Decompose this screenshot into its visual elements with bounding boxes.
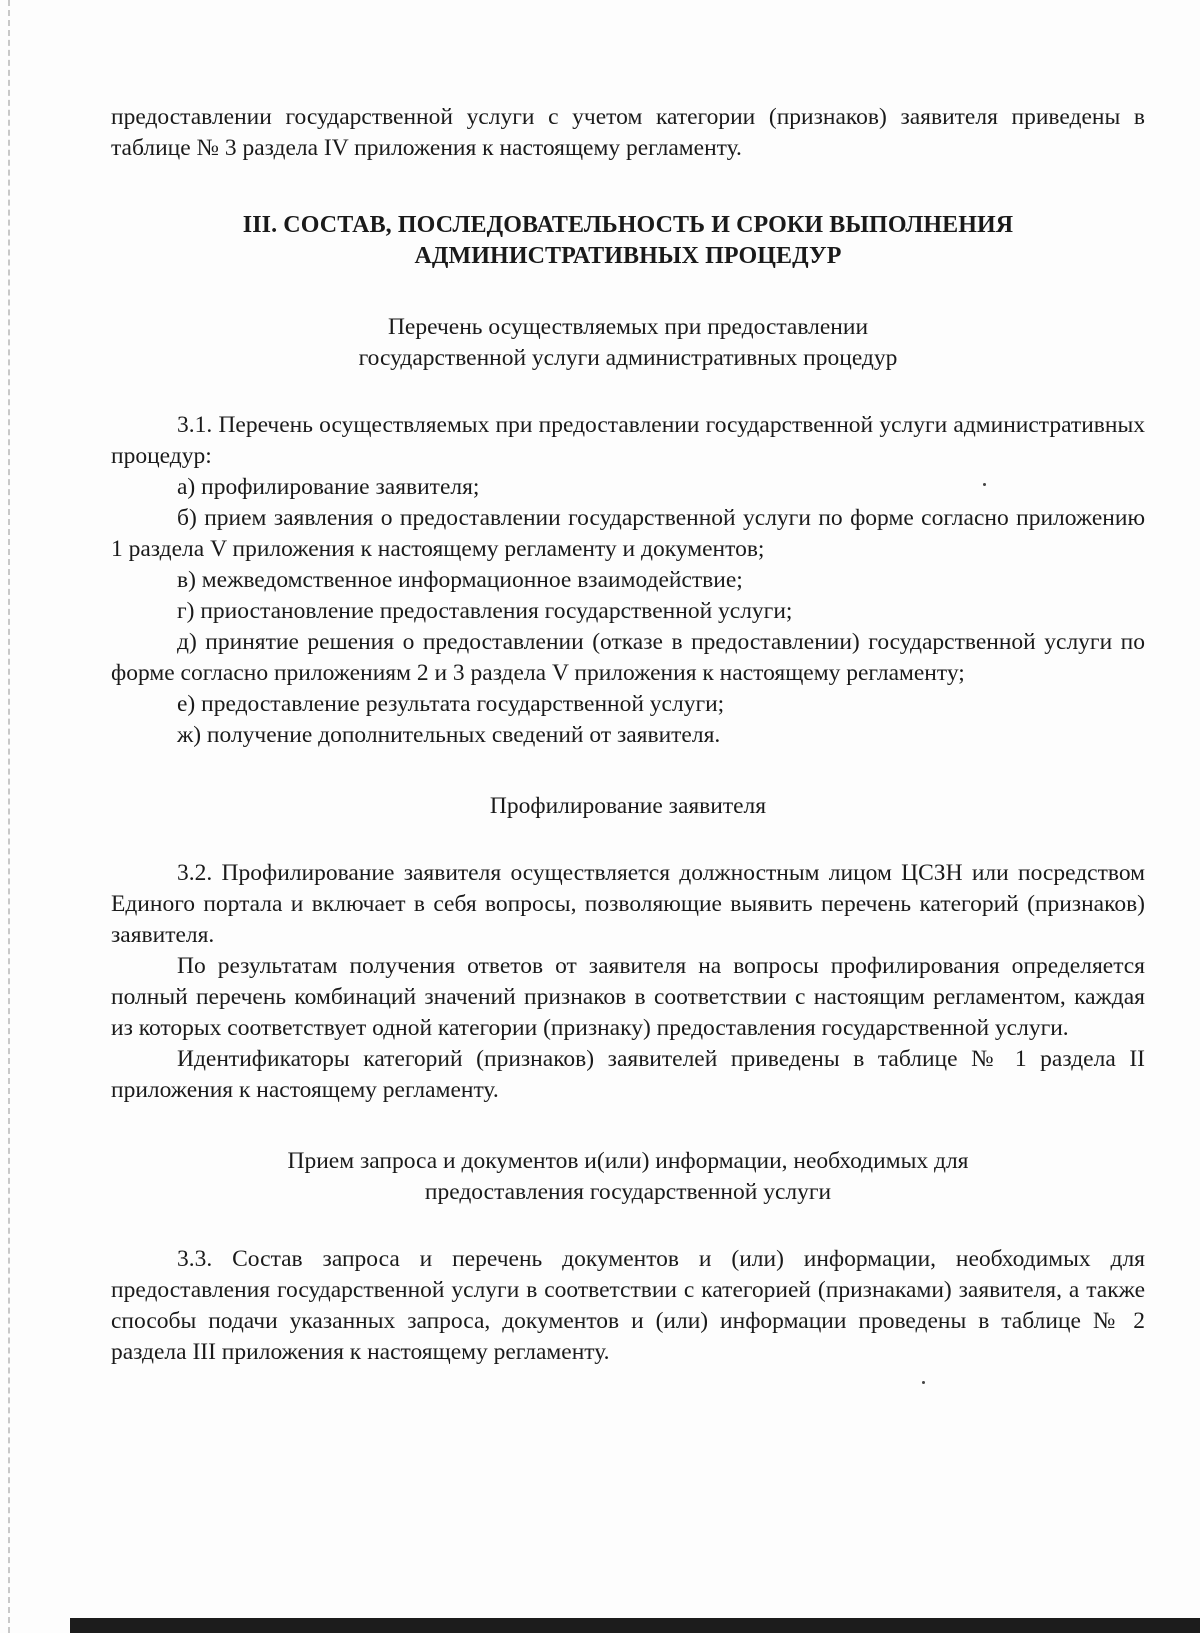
paragraph-3-2-results: По результатам получения ответов от заявителя на вопросы профилирования определяется полный перечень комбинаций значений признаков в соответствии с настоящим регламентом, каждая из которых соответствует одной категории (признаку) предоставления государственной услуги. — [111, 953, 1145, 1041]
subheading3-line1: Прием запроса и документов и(или) информации, необходимых для — [287, 1148, 969, 1174]
paragraph-3-3: 3.3. Состав запроса и перечень документов и (или) информации, необходимых для предоставления государственной услуги в соответствии с категорией (признаками) заявителя, а также способы подачи указанных запроса, документов и (или) информации проведены в таблице № 2 раздела III приложения к настоящему регламенту. — [111, 1246, 1145, 1365]
scan-speck — [922, 1381, 925, 1384]
list-item-g: г) приостановление предоставления государственной услуги; — [177, 598, 793, 624]
intro-paragraph: предоставлении государственной услуги с учетом категории (признаков) заявителя приведены в таблице № 3 раздела IV приложения к настоящему регламенту. — [111, 104, 1145, 161]
list-item-a: а) профилирование заявителя; — [177, 474, 480, 500]
section-title-line1: III. СОСТАВ, ПОСЛЕДОВАТЕЛЬНОСТЬ И СРОКИ ВЫПОЛНЕНИЯ — [242, 212, 1014, 238]
subheading3-line2: предоставления государственной услуги — [424, 1179, 832, 1205]
scan-bottom-edge — [70, 1618, 1200, 1633]
list-item-v: в) межведомственное информационное взаимодействие; — [177, 567, 743, 593]
scan-speck — [983, 483, 986, 486]
section-title — [111, 210, 1145, 272]
subheading-request-intake — [111, 1146, 1145, 1208]
paragraph-3-2-identifiers: Идентификаторы категорий (признаков) заявителей приведены в таблице № 1 раздела II приложения к настоящему регламенту. — [111, 1046, 1145, 1103]
document-body — [111, 102, 1145, 1368]
section-title-line2: АДМИНИСТРАТИВНЫХ ПРОЦЕДУР — [414, 243, 842, 269]
list-item-zh: ж) получение дополнительных сведений от заявителя. — [177, 722, 721, 748]
subheading-profiling: Профилирование заявителя — [489, 793, 767, 819]
list-item-d: д) принятие решения о предоставлении (отказе в предоставлении) государственной услуги по форме согласно приложениям 2 и 3 раздела V приложения к настоящему регламенту; — [111, 629, 1145, 686]
paragraph-3-2: 3.2. Профилирование заявителя осуществляется должностным лицом ЦСЗН или посредством Единого портала и включает в себя вопросы, позволяющие выявить перечень категорий (признаков) заявителя. — [111, 860, 1145, 948]
paragraph-3-1: 3.1. Перечень осуществляемых при предоставлении государственной услуги административных процедур: — [111, 412, 1145, 469]
list-item-e: е) предоставление результата государственной услуги; — [177, 691, 725, 717]
subheading1-line1: Перечень осуществляемых при предоставлении — [387, 314, 869, 340]
scan-left-edge — [8, 0, 10, 1633]
list-item-b: б) прием заявления о предоставлении государственной услуги по форме согласно приложению 1 раздела V приложения к настоящему регламенту и документов; — [111, 505, 1145, 562]
subheading-procedures-list — [111, 312, 1145, 374]
subheading1-line2: государственной услуги административных процедур — [358, 345, 898, 371]
